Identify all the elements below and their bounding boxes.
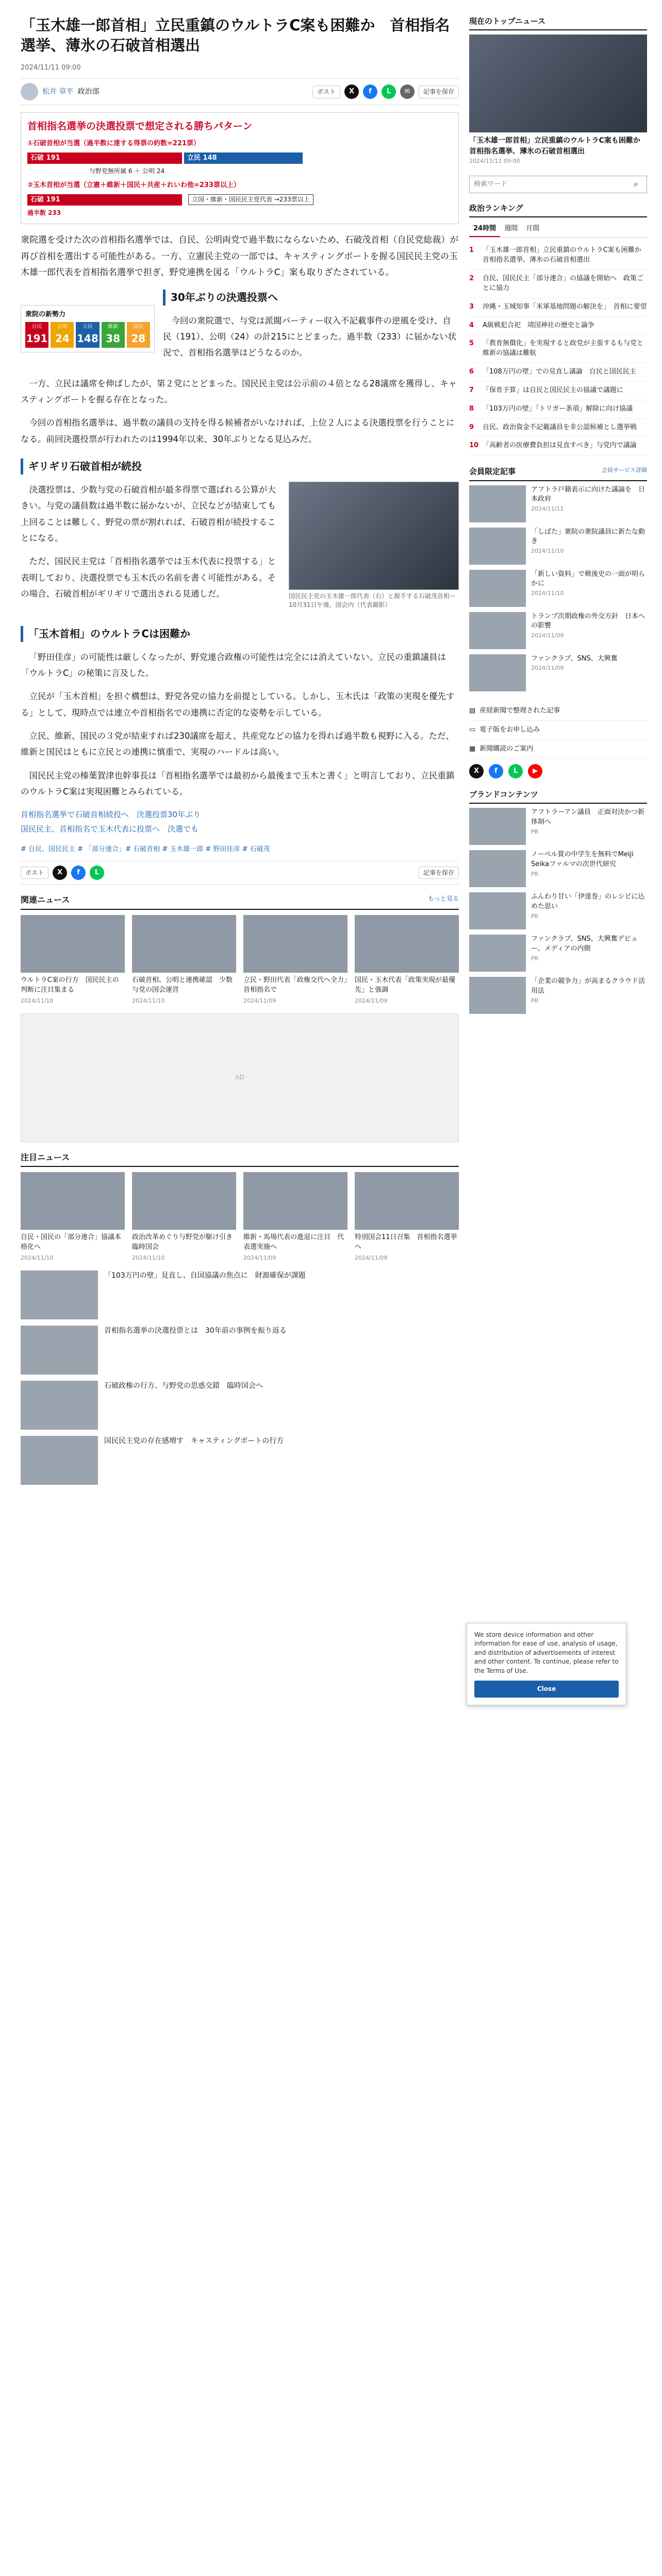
photo-section <box>21 482 459 615</box>
ishiba-bar: 石破 191 <box>27 152 182 164</box>
list-item[interactable] <box>21 1436 459 1485</box>
recommend-card[interactable] <box>132 915 236 1005</box>
sidebar-top-news[interactable] <box>469 15 647 165</box>
tachikawa-bar: 立民 148 <box>184 152 303 164</box>
more-news-grid <box>21 1172 459 1262</box>
seat-dpfp <box>127 322 150 348</box>
rank-number: 9 <box>469 423 474 431</box>
brand-thumbnail <box>469 808 526 845</box>
tag-list[interactable]: # 自民、国民民主 # 「部分連合」# 石破首相 # 玉木雄一郎 # 野田佳彦 # 石破茂 <box>21 845 270 853</box>
facebook-icon-bottom[interactable]: f <box>71 866 86 880</box>
mail-icon[interactable]: ✉ <box>400 84 415 99</box>
brand-title: ファンクラブ、SNS、大興奮デビュー、メディアの内側 <box>531 935 638 953</box>
line-icon[interactable]: L <box>382 84 396 99</box>
article-photo[interactable] <box>289 482 459 609</box>
card-title: 政治改革めぐり与野党が駆け引き 臨時国会 <box>132 1233 240 1251</box>
ranking-item[interactable] <box>469 242 647 270</box>
brand-item[interactable] <box>469 808 647 845</box>
brand-item[interactable] <box>469 977 647 1014</box>
ad-slot[interactable]: AD <box>21 1013 459 1142</box>
member-title-text: ファンクラブ、SNS、大興奮 <box>531 654 618 663</box>
recommend-card[interactable] <box>355 915 459 1005</box>
card-date: 2024/11/10 <box>21 997 54 1004</box>
byline <box>21 83 99 100</box>
ranking-head: 政治ランキング <box>469 202 647 217</box>
news-card[interactable] <box>132 1172 240 1262</box>
para-2: 一方、立民は議席を伸ばしたが、第２党にとどまった。国民民主党は公示前の４倍となる28議席を獲得し、キャスティングボートを握る存在となった。 <box>21 378 457 405</box>
card-title: 自民・国民の「部分連合」協議本格化へ <box>21 1233 122 1251</box>
infographic <box>21 112 459 224</box>
ranking-item[interactable] <box>469 400 647 419</box>
search-icon[interactable]: ⌕ <box>634 179 639 189</box>
brand-thumbnail <box>469 935 526 972</box>
sidebar-top-title: 「玉木雄一郎首相」立民重鎮のウルトラC案も困難か 首相指名選挙、薄氷の石破首相選出 <box>469 137 648 156</box>
photo-caption: 国民民主党の玉木雄一郎代表（右）と握手する石破茂首相＝10月31日午後、国会内（代表撮影） <box>289 592 456 608</box>
share-bottom <box>21 866 104 880</box>
member-title-text: アフトラ戸籍表示に向けた議論を 日本政府 <box>531 485 646 503</box>
brand-head: ブランドコンテンツ <box>469 789 647 804</box>
infographic-sub2: ②玉木首相が当選（立憲＋維新＋国民＋共産＋れいわ他=233票以上） <box>27 181 241 189</box>
rank-title: 自民、政治資金不記載議員を非公認候補とし選挙戦 <box>483 423 637 431</box>
card-date: 2024/11/10 <box>132 997 165 1004</box>
seat-ishin <box>102 322 125 348</box>
seat-nums <box>25 322 150 348</box>
member-title: 会員限定記事 <box>469 467 516 477</box>
search-input[interactable] <box>470 176 626 193</box>
list-title: 首相指名選挙の決選投票とは 30年前の事例を振り返る <box>104 1327 287 1335</box>
more-news-head <box>21 1151 459 1167</box>
x-follow-icon[interactable]: X <box>469 764 484 778</box>
recommend-title: 関連ニュース <box>21 895 70 905</box>
para-4: 決選投票は、少数与党の石破首相が最多得票で選ばれる公算が大きい。与党の議員数は過半数に届かないが、立民などが結束しても上回ることは難しく、野党の票が割れれば、石破首相が続投することになる。 <box>21 485 276 544</box>
news-card[interactable] <box>243 1172 347 1262</box>
x-icon-bottom[interactable]: X <box>53 866 67 880</box>
seat-ishin-count: 38 <box>106 332 121 345</box>
member-item[interactable] <box>469 654 647 691</box>
rank-title: 自民、国民民主「部分連合」の協議を開始へ 政策ごとに協力 <box>483 274 644 292</box>
para-6: 「野田佳彦」の可能性は厳しくなったが、野党連合政権の可能性は完全には消えていない。立民の重鎮議員は「ウルトラC」の秘策に言及した。 <box>21 652 446 678</box>
cookie-consent-dialog <box>467 1623 626 1705</box>
list-thumbnail <box>21 1436 98 1485</box>
ranking-item[interactable] <box>469 363 647 382</box>
rank-number: 4 <box>469 321 474 329</box>
pattern-note: 与野党無所属 6 ＋ 公明 24 <box>89 167 165 175</box>
seats-title: 衆院の新勢力 <box>25 310 66 318</box>
member-thumbnail <box>469 528 526 565</box>
card-title: 立民・野田代表「政権交代へ全力」 首相指名で <box>243 976 354 994</box>
member-date: 2024/11/10 <box>531 590 564 597</box>
laptop-icon: ▭ <box>469 725 476 734</box>
photo-image <box>289 482 459 590</box>
cookie-text: We store device information and other information for ease of use, analysis of usage, and distribution of advertisements of interest and other content. To continue, please refer to the Terms of Use. <box>474 1631 619 1674</box>
seat-cdp-label: 立民 <box>82 324 93 330</box>
ranking-item[interactable] <box>469 270 647 298</box>
brand-thumbnail <box>469 850 526 887</box>
ranking-item[interactable] <box>469 317 647 335</box>
ishiba-bar-2: 石破 191 <box>27 194 182 206</box>
member-thumbnail <box>469 654 526 691</box>
rank-title: 「保育予算」は自民と国民民主の協議で議題に <box>483 386 624 394</box>
x-icon[interactable]: X <box>344 84 359 99</box>
list-title: 「103万円の壁」見直し、自国協議の焦点に 財源確保が課題 <box>104 1272 306 1280</box>
byline-row <box>21 78 459 105</box>
member-title-text: 「しばた」衆院の衆院議員に新たな動き <box>531 528 646 546</box>
tab-24h[interactable]: 24時間 <box>469 222 500 237</box>
seat-komeito <box>51 322 74 348</box>
search-box <box>469 176 647 193</box>
infographic-title: 首相指名選挙の決選投票で想定される勝ちパターン <box>27 121 253 132</box>
share-bar <box>312 84 459 99</box>
ranking-item[interactable] <box>469 419 647 437</box>
more-news-title: 注目ニュース <box>21 1152 70 1162</box>
member-title-text: 「新しい資料」で戦後史の一面が明らかに <box>531 570 646 588</box>
recommend-grid <box>21 915 459 1005</box>
card-thumbnail <box>243 915 347 973</box>
card-date: 2024/11/09 <box>355 997 388 1004</box>
rank-title: 「玉木雄一郎首相」立民重鎮のウルトラC案も困難か 首相指名選挙、薄氷の石破首相選出 <box>483 246 648 264</box>
rank-number: 7 <box>469 386 474 394</box>
service-link-label: 新聞購読のご案内 <box>479 744 534 753</box>
article-title: 「玉木雄一郎首相」立民重鎮のウルトラC案も困難か 首相指名選挙、薄氷の石破首相選出 <box>21 16 450 55</box>
brand-item[interactable] <box>469 892 647 929</box>
tab-monthly[interactable]: 月間 <box>526 225 540 233</box>
card-date: 2024/11/09 <box>243 1255 276 1262</box>
member-item[interactable] <box>469 612 647 649</box>
article-main <box>21 15 459 1491</box>
card-thumbnail <box>21 915 125 973</box>
card-date: 2024/11/09 <box>355 1255 388 1262</box>
majority-label: 過半数 233 <box>27 209 61 216</box>
seat-cdp-count: 148 <box>77 332 98 345</box>
member-title-text: トランプ次期政権の外交方針 日本への影響 <box>531 612 646 630</box>
list-item[interactable] <box>21 1270 459 1319</box>
para-8: 立民、維新、国民の３党が結束すれば230議席を超え、共産党などの協力を得れば過半数も視野に入る。ただ、維新と国民はともに立民との連携に慎重で、実現のハードルは高い。 <box>21 731 454 757</box>
recommend-card[interactable] <box>21 915 125 1005</box>
card-title: 国民・玉木代表「政策実現が最優先」と強調 <box>355 976 456 994</box>
card-date: 2024/11/10 <box>132 1255 165 1262</box>
sidebar-top-date: 2024/11/11 09:00 <box>469 157 520 164</box>
card-title: ウルトラC案の行方 国民民主の判断に注目集まる <box>21 976 119 994</box>
para-3: 今回の首相指名選挙は、過半数の議員の支持を得る候補者がいなければ、上位２人による決選投票を行うことになる。前回決選投票が行われたのは1994年以来、30年ぶりとなる見込みだ。 <box>21 418 455 444</box>
card-date: 2024/11/10 <box>21 1255 54 1262</box>
list-title: 国民民主党の存在感増す キャスティングボートの行方 <box>104 1437 284 1446</box>
service-link[interactable] <box>469 721 647 740</box>
brand-title: ふんわり甘い「伊達巻」のレシピに込めた思い <box>531 893 645 911</box>
service-link[interactable] <box>469 702 647 721</box>
service-link[interactable] <box>469 740 647 759</box>
sidebar <box>469 15 647 1024</box>
sidebar-top-thumbnail <box>469 35 647 132</box>
seats-chart <box>21 290 459 368</box>
brand-title: 「企業の競争力」が高まるクラウド活用法 <box>531 977 646 995</box>
rank-number: 8 <box>469 404 474 413</box>
heading-ishiba: ギリギリ石破首相が続投 <box>21 459 459 474</box>
member-head <box>469 466 647 481</box>
rank-number: 10 <box>469 442 479 450</box>
related-links <box>21 809 459 835</box>
rank-title: 「高齢者の医療費負担は見直すべき」与党内で議論 <box>483 442 637 450</box>
member-thumbnail <box>469 612 526 649</box>
rank-title: A級戦犯合祀 靖国神社の歴史と論争 <box>483 321 594 329</box>
member-date: 2024/11/11 <box>531 505 564 513</box>
author-link[interactable]: 松井 章平 <box>42 87 74 96</box>
related-link-2[interactable]: 国民民主、首相指名で玉木代表に投票へ 決選でも <box>21 824 199 834</box>
service-links <box>469 702 647 778</box>
member-more-link[interactable]: 会員サービス詳細 <box>602 467 647 474</box>
list-thumbnail <box>21 1381 98 1430</box>
ranking-block <box>469 202 647 455</box>
seat-ishin-label: 維新 <box>108 324 119 330</box>
card-thumbnail <box>132 1172 236 1230</box>
brand-item[interactable] <box>469 850 647 887</box>
recommend-head <box>21 894 459 910</box>
rank-number: 3 <box>469 302 474 311</box>
heading-runoff: 30年ぶりの決選投票へ <box>163 290 459 306</box>
list-thumbnail <box>21 1326 98 1375</box>
para-9: 国民民主党の榛葉賀津也幹事長は「首相指名選挙では最初から最後まで玉木と書く」と明言しており、立民重鎮のウルトラC案は実現困難とみられている。 <box>21 770 455 797</box>
seat-komeito-count: 24 <box>55 332 70 345</box>
sidebar-top-head: 現在のトップニュース <box>469 15 647 30</box>
rank-title: 沖縄・玉城知事「米軍基地問題の解決を」 首相に要望 <box>483 302 647 311</box>
rank-title: 「108万円の壁」での見直し議論 自民と国民民主 <box>483 368 636 376</box>
share-bar-bottom <box>21 861 459 885</box>
card-thumbnail <box>21 1172 125 1230</box>
news-card[interactable] <box>21 1172 125 1262</box>
ranking-item[interactable] <box>469 437 647 455</box>
article-lead: 衆院選を受けた次の首相指名選挙では、自民、公明両党で過半数にならないため、石破茂首相（自民党総裁）が再び首相を選出する可能性がある。一方、立憲民主党の一部では、キャスティングボートを握る国民民主党の玉木雄一郎代表を首相指名選挙で担ぎ、野党連携を図る「ウルトラC」案も取りざたされている。 <box>21 235 459 278</box>
card-thumbnail <box>355 915 459 973</box>
rank-number: 2 <box>469 274 474 282</box>
related-link-1[interactable]: 首相指名選挙で石破首相続投へ 決選投票30年ぶり <box>21 810 201 820</box>
member-item[interactable] <box>469 528 647 565</box>
brand-thumbnail <box>469 977 526 1014</box>
member-thumbnail <box>469 485 526 522</box>
ranking-tabs <box>469 222 647 238</box>
list-thumbnail <box>21 1270 98 1319</box>
seat-ldp-label: 自民 <box>31 324 42 330</box>
bar-row-2 <box>27 194 452 206</box>
member-item[interactable] <box>469 485 647 522</box>
brand-pr: PR <box>531 912 539 920</box>
infographic-sub1: ①石破首相が当選（過半数に達する得票の約数=221票） <box>27 139 201 147</box>
brand-pr: PR <box>531 955 539 962</box>
recommend-more-link[interactable]: もっと見る <box>427 895 459 903</box>
rank-title: 「103万円の壁」「トリガー条項」解除に向け協議 <box>483 404 633 413</box>
para-5: ただ、国民民主党は「首相指名選挙では玉木代表に投票する」と表明しており、決選投票でも玉木氏の名前を書く可能性がある。その場合、石破首相がギリギリで選出される見通しだ。 <box>21 556 276 599</box>
card-title: 特別国会11日召集 首相指名選挙へ <box>355 1233 457 1251</box>
more-news-list <box>21 1270 459 1485</box>
save-article-button[interactable]: 記事を保存 <box>419 86 459 98</box>
member-item[interactable] <box>469 570 647 607</box>
newspaper-icon: ▦ <box>469 744 476 753</box>
ranking-item[interactable] <box>469 335 647 363</box>
brand-pr: PR <box>531 828 539 835</box>
rank-title: 「教育無償化」を実現すると政党が主張するも与党と維新の協議は難航 <box>483 340 644 358</box>
bar-row-1 <box>27 152 452 164</box>
para-1: 今回の衆院選で、与党は派閥パーティー収入不記載事件の逆風を受け、自民（191）、公明（24）の計215にとどまった。過半数（233）に届かない状況で、首相指名選挙はどうなるのか。 <box>163 315 457 358</box>
news-card[interactable] <box>355 1172 459 1262</box>
seat-ldp <box>25 322 48 348</box>
list-item[interactable] <box>21 1326 459 1375</box>
seat-cdp <box>76 322 99 348</box>
member-block <box>469 466 647 691</box>
youtube-follow-icon[interactable]: ▶ <box>528 764 542 778</box>
social-follow <box>469 764 647 778</box>
service-link-label: 電子版をお申し込み <box>479 725 540 734</box>
card-title: 石破首相、公明と連携確認 少数与党の国会運営 <box>132 976 233 994</box>
seat-komeito-label: 公明 <box>57 324 68 330</box>
list-title: 石破政権の行方、与野党の思惑交錯 臨時国会へ <box>104 1382 263 1391</box>
brand-pr: PR <box>531 870 539 877</box>
card-title: 維新・馬場代表の進退に注目 代表選実施へ <box>243 1233 344 1251</box>
line-follow-icon[interactable]: L <box>508 764 523 778</box>
cookie-close-button[interactable]: Close <box>474 1681 619 1698</box>
recommend-card[interactable] <box>243 915 354 1005</box>
heading-ultra-c: 「玉木首相」のウルトラCは困難か <box>21 626 459 642</box>
facebook-icon[interactable]: f <box>363 84 377 99</box>
brand-block <box>469 789 647 1014</box>
seat-box <box>21 305 155 353</box>
save-article-button-bottom[interactable]: 記事を保存 <box>419 867 459 879</box>
seat-ldp-count: 191 <box>26 332 48 345</box>
ranking-item[interactable] <box>469 382 647 400</box>
seat-dpfp-count: 28 <box>131 332 146 345</box>
brand-title: アフトラーアン議員 正面対決かつ新体制へ <box>531 808 644 826</box>
service-link-label: 産経新聞で整理された記事 <box>479 706 560 715</box>
card-thumbnail <box>243 1172 347 1230</box>
article-date: 2024/11/11 09:00 <box>21 64 81 72</box>
card-thumbnail <box>132 915 236 973</box>
brand-title: ノーベル賞の中学生を無料でMeiji Seikaファルマの次世代研究 <box>531 851 634 869</box>
card-thumbnail <box>355 1172 459 1230</box>
author-avatar <box>21 83 38 100</box>
card-date: 2024/11/09 <box>243 997 276 1004</box>
post-button-bottom[interactable]: ポスト <box>21 867 48 879</box>
brand-pr: PR <box>531 997 539 1004</box>
seat-dpfp-label: 国民 <box>133 324 144 330</box>
author-section: 政治部 <box>77 87 100 96</box>
member-date: 2024/11/09 <box>531 665 564 672</box>
member-date: 2024/11/10 <box>531 548 564 555</box>
ranking-item[interactable] <box>469 298 647 317</box>
facebook-follow-icon[interactable]: f <box>489 764 503 778</box>
rank-number: 5 <box>469 340 474 348</box>
member-thumbnail <box>469 570 526 607</box>
para-7: 立民が「玉木首相」を担ぐ構想は、野党各党の協力を前提としている。しかし、玉木氏は「政策の実現を優先する」として、現時点では連立や首相指名での連携に否定的な姿勢を示している。 <box>21 691 455 718</box>
note-box: 立国・維新・国民民主党代表 →233票以上 <box>188 194 313 205</box>
line-icon-bottom[interactable]: L <box>90 866 104 880</box>
rank-number: 1 <box>469 246 474 255</box>
brand-thumbnail <box>469 892 526 929</box>
document-icon: ▤ <box>469 706 476 715</box>
post-button[interactable]: ポスト <box>312 86 340 98</box>
brand-item[interactable] <box>469 935 647 972</box>
rank-number: 6 <box>469 368 474 376</box>
list-item[interactable] <box>21 1381 459 1430</box>
seats-text <box>163 290 459 368</box>
tab-weekly[interactable]: 週間 <box>504 225 518 233</box>
member-date: 2024/11/09 <box>531 632 564 639</box>
